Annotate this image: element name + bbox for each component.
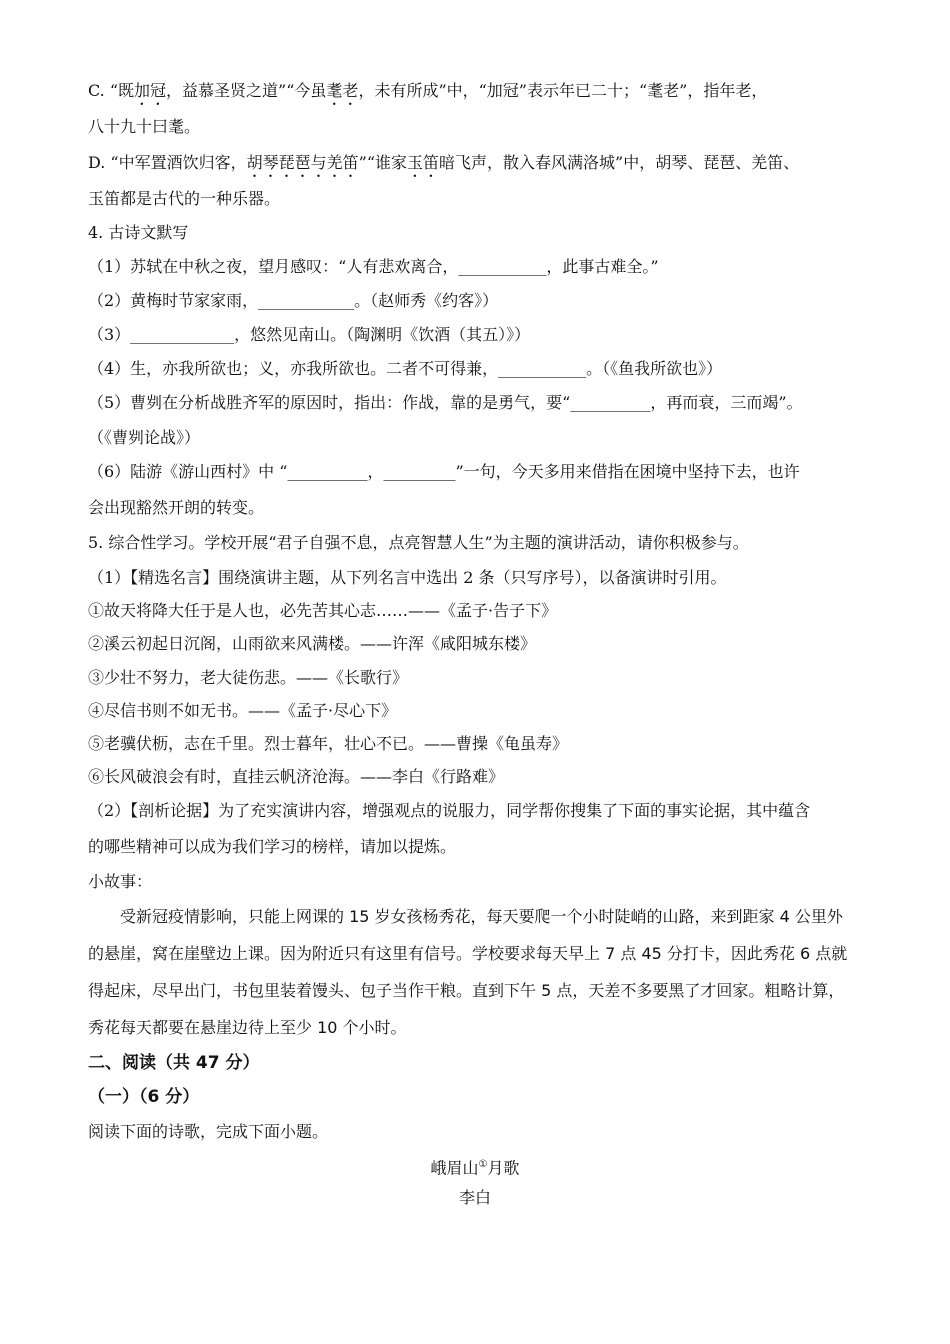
text-segment: C. “既 [88, 81, 135, 100]
q4-item: （1）苏轼在中秋之夜，望月感叹：“人有悲欢离合，___________，此事古难全。” [88, 257, 659, 276]
q3-option-c-line1 [88, 80, 878, 109]
story-label: 小故事： [88, 872, 153, 891]
story-line: 秀花每天都要在悬崖边待上至少 10 个小时。 [88, 1018, 407, 1037]
story-line: 受新冠疫情影响，只能上网课的 15 岁女孩杨秀花，每天要爬一个小时陡峭的山路，来到距家 4 公里外 [88, 907, 843, 926]
text-segment: 暗飞声，散入春风满洛城”中，胡琴、琵琶、羌笛、 [439, 153, 800, 172]
emphasized-text: 加冠 [134, 81, 167, 100]
text-segment: ，未有所成”中，“加冠”表示年已二十；“耄老”，指年老， [358, 81, 768, 100]
text-segment: ，益慕圣贤之道”“今虽 [166, 81, 327, 100]
reading-instruction: 阅读下面的诗歌，完成下面小题。 [88, 1122, 329, 1141]
quote-item: ①故天将降大任于是人也，必先苦其心志……——《孟子·告子下》 [88, 601, 558, 620]
quote-item: ⑥长风破浪会有时，直挂云帆济沧海。——李白《行路难》 [88, 767, 505, 786]
poem-title [0, 1154, 950, 1179]
q4-title: 4. 古诗文默写 [88, 223, 189, 242]
q4-item: （4）生，亦我所欲也；义，亦我所欲也。二者不可得兼，___________。（《鱼我所欲也》） [88, 359, 723, 378]
subsection-heading: （一）（6 分） [88, 1087, 200, 1107]
q5-part1: （1）【精选名言】围绕演讲主题，从下列名言中选出 2 条（只写序号），以备演讲时引用。 [88, 568, 727, 587]
text-segment: ”“谁家 [358, 153, 408, 172]
story-line: 得起床，尽早出门，书包里装着馒头、包子当作干粮。直到下午 5 点，天差不多要黑了才回家。粗略计算， [88, 981, 845, 1000]
story-line: 的悬崖，窝在崖壁边上课。因为附近只有这里有信号。学校要求每天早上 7 点 45 分打卡，因此秀花 6 点就 [88, 944, 848, 963]
q4-item: 会出现豁然开朗的转变。 [88, 498, 265, 517]
footnote-marker: ① [478, 1159, 488, 1170]
q4-item: （6）陆游《游山西村》中 “__________，_________”一句，今天多用来借指在困境中坚持下去，也许 [88, 462, 800, 481]
q4-item: （3）_____________，悠然见南山。（陶渊明《饮酒（其五）》） [88, 325, 531, 344]
q4-item: （2）黄梅时节家家雨，____________。（赵师秀《约客》） [88, 291, 499, 310]
q4-item: （5）曹刿在分析战胜齐军的原因时，指出：作战，靠的是勇气，要“__________，再而衰，三而竭”。 [88, 393, 803, 412]
q5-title: 5. 综合性学习。学校开展“君子自强不息，点亮智慧人生”为主题的演讲活动，请你积极参与。 [88, 533, 749, 552]
q5-part2-line1: （2）【剖析论据】为了充实演讲内容，增强观点的说服力，同学帮你搜集了下面的事实论据，其中蕴含 [88, 801, 811, 820]
poem-title-text: 月歌 [487, 1158, 520, 1178]
q3-option-c-line2: 八十九十曰耄。 [88, 117, 201, 136]
poem-author: 李白 [458, 1188, 491, 1207]
quote-item: ⑤老骥伏枥，志在千里。烈士暮年，壮心不已。——曹操《龟虽寿》 [88, 734, 569, 753]
section-heading: 二、阅读（共 47 分） [88, 1053, 260, 1073]
quote-item: ③少壮不努力，老大徒伤悲。——《长歌行》 [88, 668, 409, 687]
q3-option-d-line1 [88, 152, 878, 181]
quote-item: ②溪云初起日沉阁，山雨欲来风满楼。——许浑《咸阳城东楼》 [88, 634, 537, 653]
emphasized-text: 玉笛 [407, 153, 440, 172]
poem-title-text: 峨眉山 [430, 1158, 479, 1178]
emphasized-text: 胡琴琵琶与羌笛 [246, 153, 359, 172]
q5-part2-line2: 的哪些精神可以成为我们学习的榜样，请加以提炼。 [88, 837, 457, 856]
text-segment: D. “中军置酒饮归客， [88, 153, 247, 172]
emphasized-text: 耄老 [326, 81, 359, 100]
quote-item: ④尽信书则不如无书。——《孟子·尽心下》 [88, 701, 398, 720]
q4-item: （《曹刿论战》） [88, 428, 201, 447]
q3-option-d-line2: 玉笛都是古代的一种乐器。 [88, 189, 281, 208]
